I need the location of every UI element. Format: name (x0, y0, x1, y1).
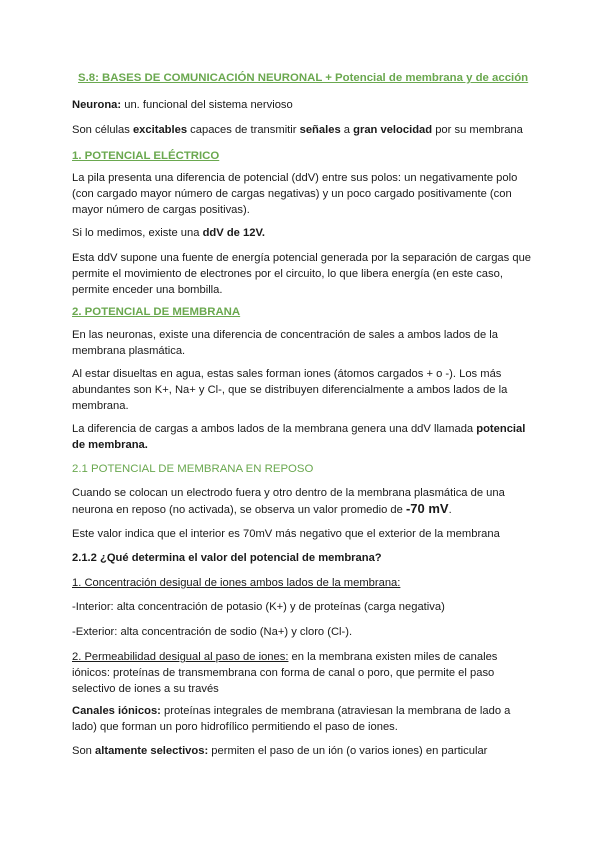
bold-segment: Canales iónicos: (72, 705, 161, 717)
paragraph-selectivos (72, 743, 532, 759)
bold-value: -70 mV (405, 501, 449, 517)
bold-segment: gran velocidad (353, 124, 433, 136)
paragraph-pila: La pila presenta una diferencia de potencial (ddV) entre sus polos: un negativamente polo (con cargado mayor número de cargas negativas) y un poco cargado positivamente (con mayor número de cargas positivas). (72, 172, 518, 217)
section-heading-potencial-electrico: 1. POTENCIAL ELÉCTRICO (72, 150, 220, 162)
page-title: S.8: BASES DE COMUNICACIÓN NEURONAL + Potencial de membrana y de acción (78, 72, 529, 84)
section-heading-potencial-membrana: 2. POTENCIAL DE MEMBRANA (72, 306, 241, 318)
paragraph-medida (72, 225, 532, 241)
bold-segment: señales (299, 124, 341, 136)
text-segment: en la membrana existen miles de canales iónicos: proteínas de transmembrana con forma de canal o poro, que permite el paso selectivo de iones a su través (72, 651, 498, 696)
text-segment: por su membrana (432, 124, 523, 136)
excitables-paragraph (72, 122, 532, 138)
section-heading-reposo: 2.1 POTENCIAL DE MEMBRANA EN REPOSO (72, 463, 314, 475)
text-segment: Son (72, 745, 96, 757)
paragraph-energia: Esta ddV supone una fuente de energía potencial generada por la separación de cargas que permite el movimiento de electrones por el circuito, lo que libera energía (en este caso, permite enceder una bombilla. (72, 252, 532, 297)
subsection-heading-determina: 2.1.2 ¿Qué determina el valor del potencial de membrana? (72, 552, 382, 564)
paragraph-interior-negativo: Este valor indica que el interior es 70mV más negativo que el exterior de la membrana (72, 528, 500, 540)
text-segment: La diferencia de cargas a ambos lados de la membrana genera una ddV llamada (72, 423, 477, 435)
text-segment: permiten el paso de un ión (o varios iones) en particular (208, 745, 488, 757)
paragraph-permeabilidad (72, 649, 532, 698)
paragraph-canales-ionicos (72, 703, 532, 735)
list-item-exterior: -Exterior: alta concentración de sodio (Na+) y cloro (Cl-). (72, 626, 353, 638)
text-segment: Cuando se colocan un electrodo fuera y otro dentro de la membrana plasmática de una neurona en reposo (no activada), se observa un valor promedio de (72, 487, 505, 517)
text-segment: Si lo medimos, existe una (72, 227, 203, 239)
text-segment: capaces de transmitir (187, 124, 300, 136)
bold-segment: excitables (132, 124, 188, 136)
bold-segment: altamente selectivos: (95, 745, 209, 757)
neurona-definition (72, 97, 532, 113)
paragraph-iones: Al estar disueltas en agua, estas sales forman iones (átomos cargados + o -). Los más abundantes son K+, Na+ y Cl-, que se distribuyen diferencialmente a ambos lados de la membrana. (72, 368, 508, 413)
paragraph-diferencia-cargas (72, 421, 532, 453)
bold-segment: ddV de 12V. (202, 227, 265, 239)
paragraph-electrodo (72, 485, 532, 518)
list-item-concentracion: 1. Concentración desigual de iones ambos lados de la membrana: (72, 577, 401, 589)
paragraph-sales: En las neuronas, existe una diferencia de concentración de sales a ambos lados de la membrana plasmática. (72, 329, 499, 358)
bold-segment: potencial de membrana. (72, 423, 526, 452)
neurona-label: Neurona: (72, 99, 122, 111)
underlined-segment: 2. Permeabilidad desigual al paso de iones: (72, 651, 289, 663)
text-segment: . (448, 504, 452, 517)
text-segment: a (340, 124, 354, 136)
text-segment: proteínas integrales de membrana (atraviesan la membrana de lado a lado) que forman un poro hidrofílico permitiendo el paso de iones. (72, 705, 511, 734)
text-segment: Son células (72, 124, 133, 136)
list-item-interior: -Interior: alta concentración de potasio (K+) y de proteínas (carga negativa) (72, 601, 445, 613)
neurona-text: un. funcional del sistema nervioso (121, 99, 293, 111)
